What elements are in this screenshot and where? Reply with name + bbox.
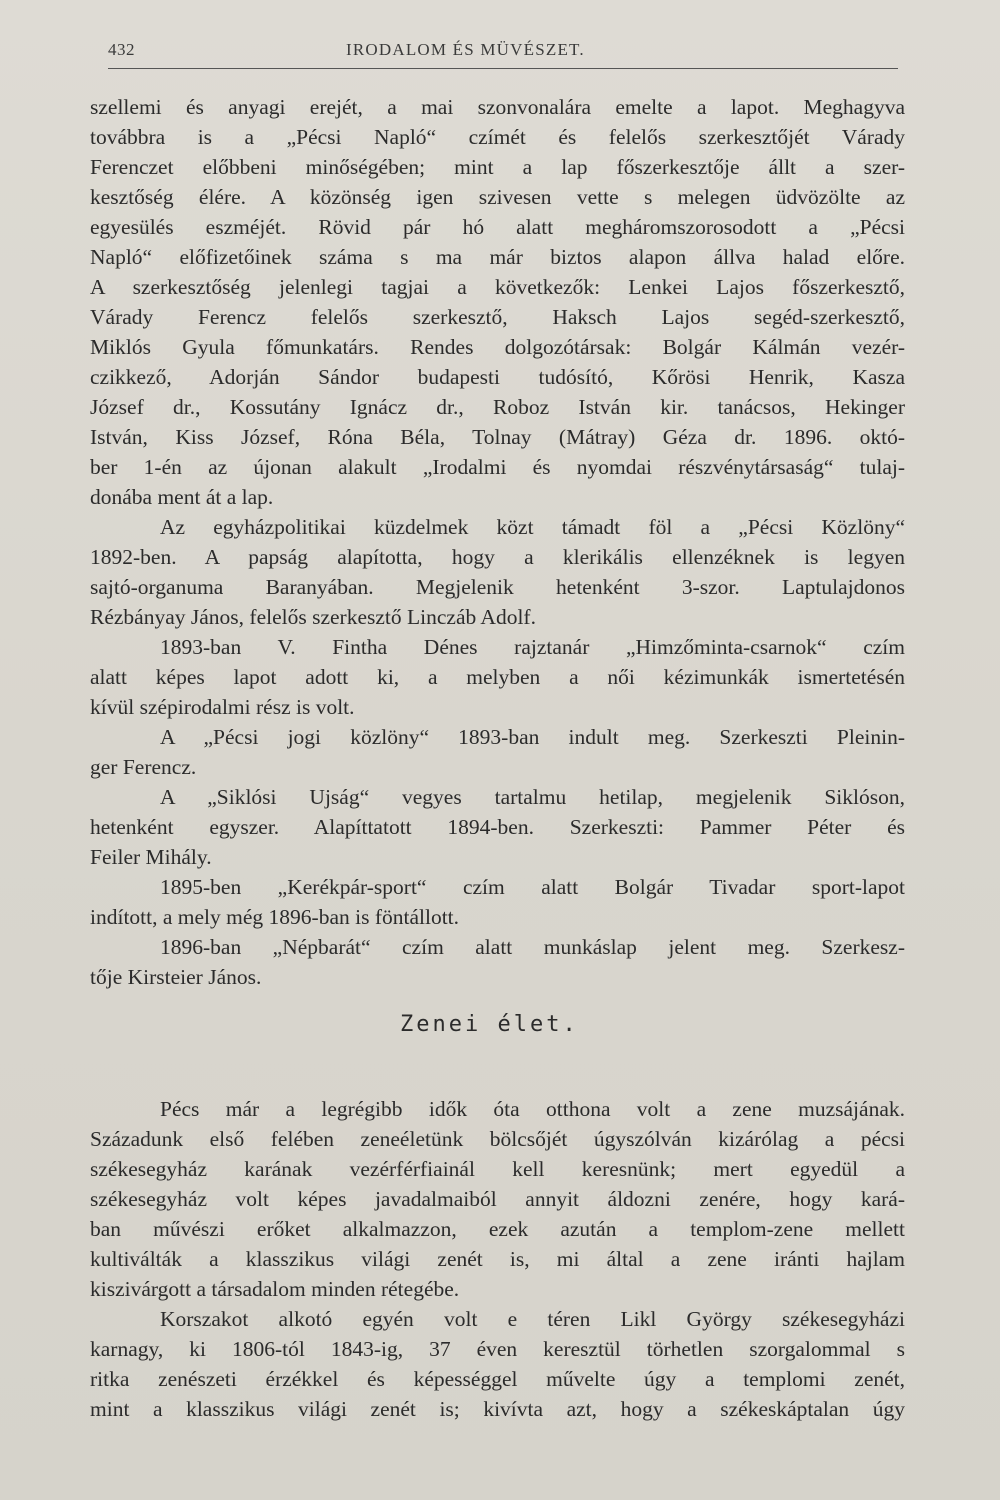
text-line: A „Pécsi jogi közlöny“ 1893-ban indult meg. Szerkeszti Pleinin- <box>160 725 905 749</box>
section-title: Zenei élet. <box>400 1012 579 1037</box>
text-line: székesegyház karának vezérférfiainál kell keresnünk; mert egyedül a <box>90 1157 905 1181</box>
text-line: szellemi és anyagi erejét, a mai szonvonalára emelte a lapot. Meghagyva <box>90 95 905 119</box>
text-line: Rézbányay János, felelős szerkesztő Linczáb Adolf. <box>90 605 536 629</box>
text-line: Az egyházpolitikai küzdelmek közt támadt föl a „Pécsi Közlöny“ <box>160 515 905 539</box>
text-line: mint a klasszikus világi zenét is; kivívta azt, hogy a székeskáptalan úgy <box>90 1397 905 1421</box>
text-line: Miklós Gyula főmunkatárs. Rendes dolgozótársak: Bolgár Kálmán vezér- <box>90 335 905 359</box>
text-line: indított, a mely még 1896-ban is föntállott. <box>90 905 460 929</box>
text-line: 1895-ben „Kerékpár-sport“ czím alatt Bolgár Tivadar sport-lapot <box>160 875 905 899</box>
page-number: 432 <box>108 40 135 59</box>
text-line: ban művészi erőket alkalmazzon, ezek azután a templom-zene mellett <box>90 1217 905 1241</box>
text-line: István, Kiss József, Róna Béla, Tolnay (Mátray) Géza dr. 1896. októ- <box>90 425 905 449</box>
text-line: Napló“ előfizetőinek száma s ma már biztos alapon állva halad előre. <box>90 245 905 269</box>
page-header <box>108 40 898 69</box>
text-line: czikkező, Adorján Sándor budapesti tudósító, Kőrösi Henrik, Kasza <box>90 365 905 389</box>
text-line: Feiler Mihály. <box>90 845 212 869</box>
text-line: Várady Ferencz felelős szerkesztő, Haksch Lajos segéd-szerkesztő, <box>90 305 905 329</box>
text-line: ber 1-én az újonan alakult „Irodalmi és nyomdai részvénytársaság“ tulaj- <box>90 455 905 479</box>
text-line: karnagy, ki 1806-tól 1843-ig, 37 éven keresztül törhetlen szorgalommal s <box>90 1337 905 1361</box>
text-line: továbbra is a „Pécsi Napló“ czímét és felelős szerkesztőjét Várady <box>90 125 905 149</box>
text-line: alatt képes lapot adott ki, a melyben a női kézimunkák ismertetésén <box>90 665 905 689</box>
text-line: székesegyház volt képes javadalmaiból annyit áldozni zenére, hogy kará- <box>90 1187 905 1211</box>
text-line: kiszivárgott a társadalom minden rétegébe. <box>90 1277 460 1301</box>
text-line: ger Ferencz. <box>90 755 197 779</box>
text-line: József dr., Kossutány Ignácz dr., Roboz István kir. tanácsos, Hekinger <box>90 395 905 419</box>
text-line: Korszakot alkotó egyén volt e téren Likl György székesegyházi <box>160 1307 905 1331</box>
text-line: Pécs már a legrégibb idők óta otthona volt a zene muzsájának. <box>160 1097 905 1121</box>
text-line: egyesülés eszméjét. Rövid pár hó alatt megháromszorosodott a „Pécsi <box>90 215 905 239</box>
text-line: 1892-ben. A papság alapította, hogy a klerikális ellenzéknek is legyen <box>90 545 905 569</box>
text-line: hetenként egyszer. Alapíttatott 1894-ben. Szerkeszti: Pammer Péter és <box>90 815 905 839</box>
text-line: 1896-ban „Népbarát“ czím alatt munkáslap jelent meg. Szerkesz- <box>160 935 905 959</box>
text-line: 1893-ban V. Fintha Dénes rajztanár „Himzőminta-csarnok“ czím <box>160 635 905 659</box>
text-line: Ferenczet előbbeni minőségében; mint a lap főszerkesztője állt a szer- <box>90 155 905 179</box>
running-head: IRODALOM ÉS MÜVÉSZET. <box>346 40 585 59</box>
text-line: tője Kirsteier János. <box>90 965 262 989</box>
text-line: kívül szépirodalmi rész is volt. <box>90 695 355 719</box>
text-line: A „Siklósi Ujság“ vegyes tartalmu hetilap, megjelenik Siklóson, <box>160 785 905 809</box>
text-line: sajtó-organuma Baranyában. Megjelenik hetenként 3-szor. Laptulajdonos <box>90 575 905 599</box>
text-line: kultiválták a klasszikus világi zenét is, mi által a zene iránti hajlam <box>90 1247 905 1271</box>
text-line: Századunk első felében zeneéletünk bölcsőjét úgyszólván kizárólag a pécsi <box>90 1127 905 1151</box>
text-line: donába ment át a lap. <box>90 485 274 509</box>
text-line: ritka zenészeti érzékkel és képességgel művelte úgy a templomi zenét, <box>90 1367 905 1391</box>
text-line: A szerkesztőség jelenlegi tagjai a következők: Lenkei Lajos főszerkesztő, <box>90 275 905 299</box>
text-line: kesztőség élére. A közönség igen szivesen vette s melegen üdvözölte az <box>90 185 905 209</box>
